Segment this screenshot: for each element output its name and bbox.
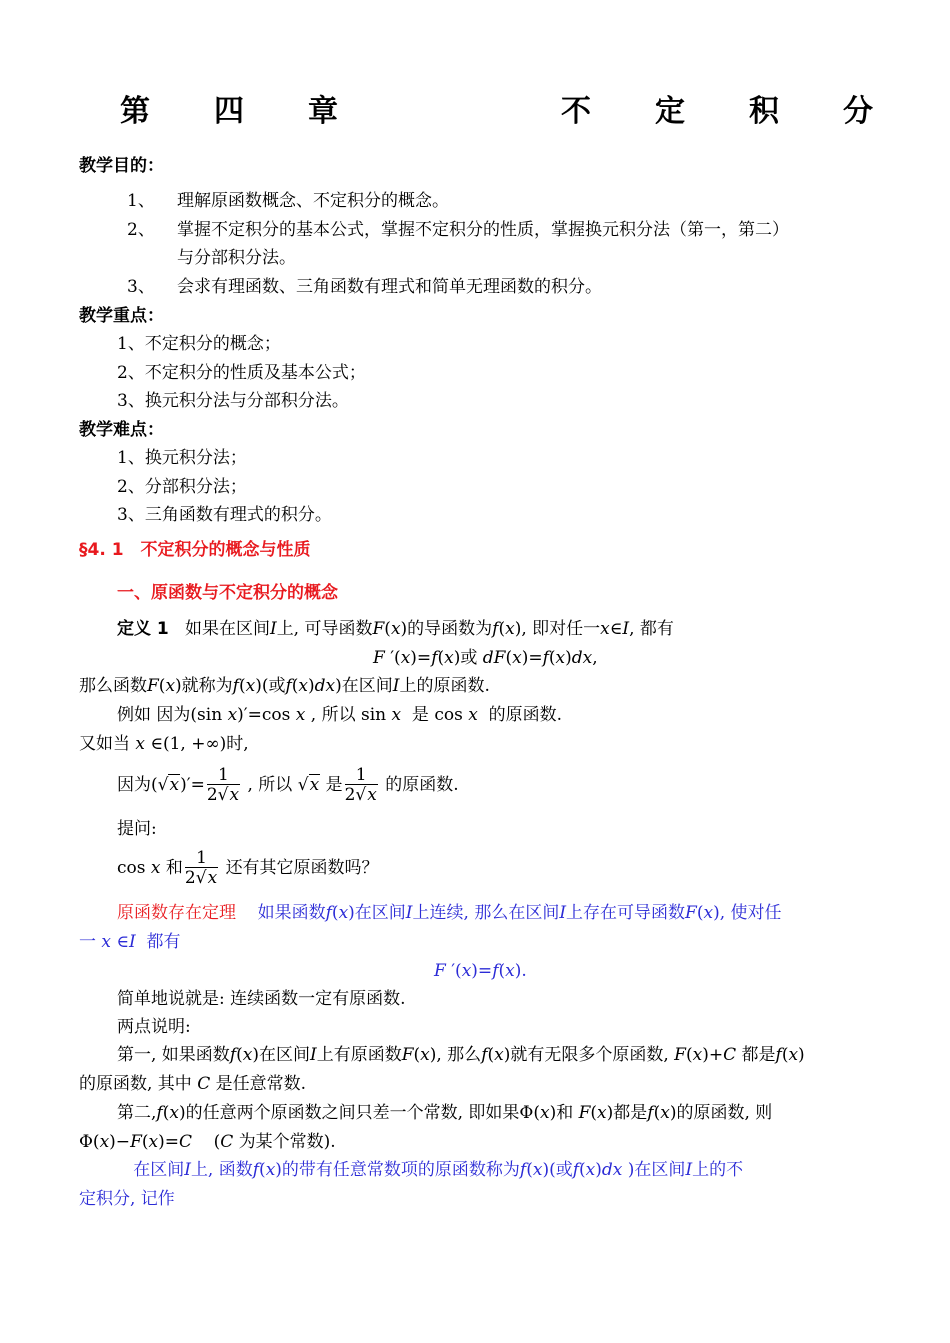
example-2: 又如当 x ∈(1, +∞)时, bbox=[79, 734, 249, 754]
point-2-line-1: 第二,f(x)的任意两个原函数之间只差一个常数, 即如果Φ(x)和 F(x)都是f(x)的原函数, 则 bbox=[117, 1103, 773, 1123]
subsection-heading: 一、原函数与不定积分的概念 bbox=[117, 583, 338, 603]
title-char: 四 bbox=[214, 94, 244, 129]
goal-text: 会求有理函数、三角函数有理式和简单无理函数的积分。 bbox=[177, 277, 602, 297]
goal-num: 1、 bbox=[127, 191, 155, 211]
theorem-formula: F ′(x)=f(x). bbox=[434, 961, 527, 981]
point-1-line-1: 第一, 如果函数f(x)在区间I上有原函数F(x), 那么f(x)就有无限多个原函数, F(x)+C 都是f(x) bbox=[117, 1045, 805, 1065]
difficulty-item: 2、分部积分法； bbox=[117, 477, 247, 497]
title-char: 第 bbox=[120, 94, 150, 129]
goal-text: 掌握不定积分的基本公式，掌握不定积分的性质，掌握换元积分法（第一，第二） bbox=[177, 220, 789, 240]
theorem-line-1: 原函数存在定理 如果函数f(x)在区间I上连续, 那么在区间I上存在可导函数F(x), 使对任 bbox=[117, 903, 782, 923]
key-point-item: 3、换元积分法与分部积分法。 bbox=[117, 391, 349, 411]
two-points-label: 两点说明: bbox=[117, 1017, 191, 1037]
theorem-label: 原函数存在定理 bbox=[117, 903, 236, 923]
section-heading: §4. 1 不定积分的概念与性质 bbox=[79, 540, 311, 560]
difficulties-heading: 教学难点： bbox=[79, 420, 164, 440]
goal-num: 2、 bbox=[127, 220, 155, 240]
definition-2-line-1: 在区间I上, 函数f(x)的带有任意常数项的原函数称为f(x)(或f(x)dx )在区间I上的不 bbox=[133, 1160, 744, 1180]
title-char: 不 bbox=[561, 94, 591, 129]
title-char: 章 bbox=[308, 94, 338, 129]
goals-heading: 教学目的： bbox=[79, 156, 164, 176]
def1-conclusion: 那么函数F(x)就称为f(x)(或f(x)dx)在区间I上的原函数. bbox=[79, 676, 490, 696]
example-1: 例如 因为(sin x)′=cos x , 所以 sin x 是 cos x 的原函数. bbox=[117, 705, 563, 725]
key-points-heading: 教学重点： bbox=[79, 306, 164, 326]
goal-text: 理解原函数概念、不定积分的概念。 bbox=[177, 191, 449, 211]
example-3: 因为(√x)′= $\frac{1}{2√x}$ , 所以 √x 是 $\frac{1}{2√x}$ 的原函数. bbox=[117, 765, 459, 805]
difficulty-item: 3、三角函数有理式的积分。 bbox=[117, 505, 332, 525]
difficulty-item: 1、换元积分法； bbox=[117, 448, 247, 468]
summary-line: 简单地说就是: 连续函数一定有原函数. bbox=[117, 989, 406, 1009]
goal-num: 3、 bbox=[127, 277, 155, 297]
title-char: 积 bbox=[749, 94, 779, 129]
question-label: 提问: bbox=[117, 819, 157, 839]
title-char: 分 bbox=[843, 94, 873, 129]
def1-formula: F ′(x)=f(x)或 dF(x)=f(x)dx, bbox=[373, 648, 598, 668]
key-point-item: 2、不定积分的性质及基本公式； bbox=[117, 363, 366, 383]
point-2-line-2: Φ(x)−F(x)=C (C 为某个常数). bbox=[79, 1132, 336, 1152]
point-1-line-2: 的原函数, 其中 C 是任意常数. bbox=[79, 1074, 307, 1094]
title-char: 定 bbox=[655, 94, 685, 129]
definition-1: 定义 1 如果在区间I上, 可导函数F(x)的导函数为f(x), 即对任一x∈I, 都有 bbox=[117, 619, 674, 639]
key-point-item: 1、不定积分的概念； bbox=[117, 334, 281, 354]
theorem-line-2: 一 x ∈I 都有 bbox=[79, 932, 181, 952]
goal-text-cont: 与分部积分法。 bbox=[177, 248, 296, 268]
definition-2-line-2: 定积分, 记作 bbox=[79, 1189, 175, 1209]
def1-label: 定义 1 bbox=[117, 619, 169, 639]
question-text: cos x 和 $\frac{1}{2√x}$ 还有其它原函数吗？ bbox=[117, 848, 379, 888]
